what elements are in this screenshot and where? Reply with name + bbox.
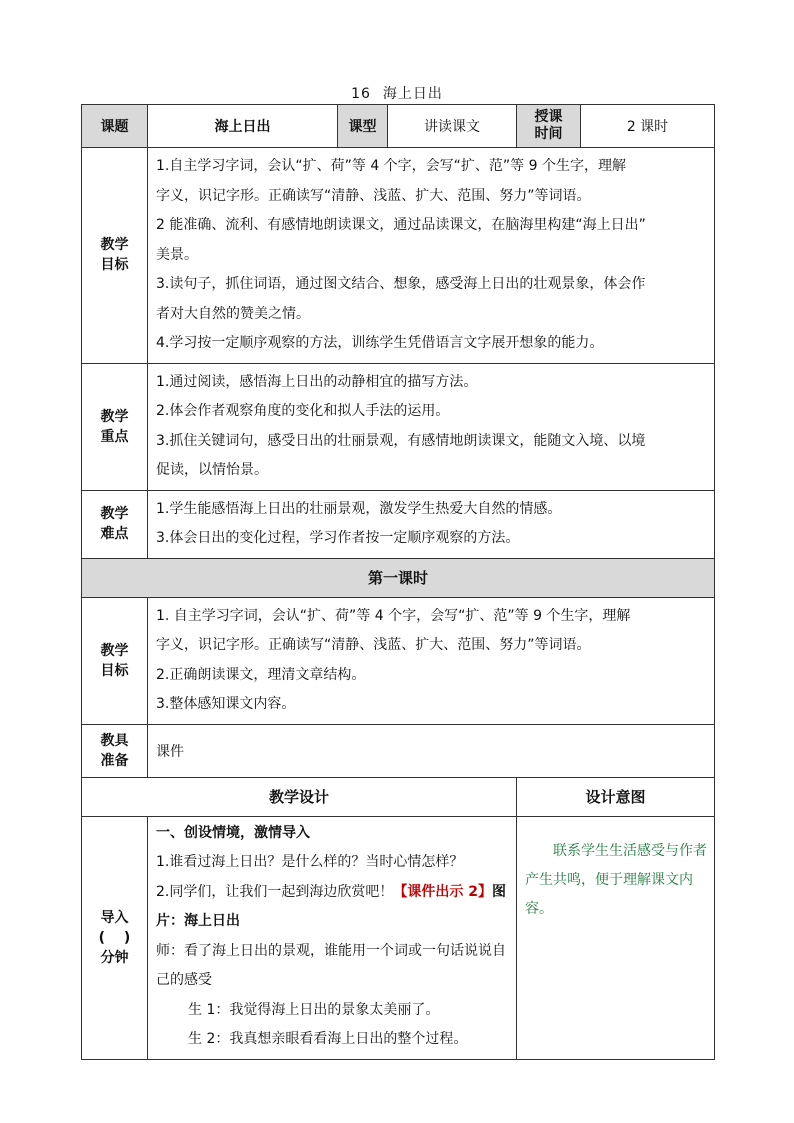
lesson-number: 16: [351, 86, 371, 102]
design-header-row: [82, 777, 715, 816]
section-title: 第一课时: [82, 558, 715, 597]
type-value: 讲读课文: [388, 105, 517, 148]
period-goals-row: [82, 597, 715, 724]
key-points-row: [82, 363, 715, 490]
goals-row: [82, 148, 715, 364]
topic-label: 课题: [82, 105, 148, 148]
lesson-title: 海上日出: [382, 86, 443, 102]
design-header-left: 教学设计: [82, 777, 517, 816]
time-value: 2 课时: [581, 105, 715, 148]
key-points-content: 1.通过阅读，感悟海上日出的动静相宜的描写方法。 2.体会作者观察角度的变化和拟人手法的运用。 3.抓住关键词句，感受日出的壮丽景观，有感情地朗读课文，能随文入境、以境 促读，以情怡景。: [148, 363, 715, 490]
intro-row: [82, 816, 715, 1059]
difficulties-row: [82, 490, 715, 558]
topic-value: 海上日出: [148, 105, 338, 148]
period-goals-content: 1. 自主学习字词，会认“扩、荷”等 4 个字，会写“扩、范”等 9 个生字，理解 字义，识记字形。正确读写“清静、浅蓝、扩大、范围、努力”等词语。 2.正确朗读课文，理清文章结构。 3.整体感知课文内容。: [148, 597, 715, 724]
difficulties-label: 教学 难点: [82, 490, 148, 558]
courseware-tag: 【课件出示 2】: [393, 883, 492, 900]
difficulties-content: 1.学生能感悟海上日出的壮丽景观，激发学生热爱大自然的情感。 3.体会日出的变化过程，学习作者按一定顺序观察的方法。: [148, 490, 715, 558]
period-goals-label: 教学 目标: [82, 597, 148, 724]
page-title: [0, 83, 794, 103]
intro-heading: 一、创设情境，激情导入: [156, 824, 310, 841]
goals-label: 教学 目标: [82, 148, 148, 364]
type-label: 课型: [338, 105, 388, 148]
intro-content: 一、创设情境，激情导入 1.谁看过海上日出？是什么样的？当时心情怎样？ 2.同学们，让我们一起到海边欣赏吧！【课件出示 2】图 片：海上日出 师：看了海上日出的景观，谁能用一个词或一句话说说自 己的感受 生 1：我觉得海上日出的景象太美丽了。 生 2：我真想亲眼看看海上日出的整个过程。: [148, 816, 517, 1059]
section-row: [82, 558, 715, 597]
header-row: [82, 105, 715, 148]
tools-label: 教具 准备: [82, 724, 148, 777]
key-points-label: 教学 重点: [82, 363, 148, 490]
intro-label: 导入 ( ) 分钟: [82, 816, 148, 1059]
tools-row: [82, 724, 715, 777]
time-label: 授课 时间: [517, 105, 581, 148]
tools-content: 课件: [148, 724, 715, 777]
lesson-plan-table: [81, 104, 715, 1060]
goals-content: 1.自主学习字词，会认“扩、荷”等 4 个字，会写“扩、范”等 9 个生字，理解 字义，识记字形。正确读写“清静、浅蓝、扩大、范围、努力”等词语。 2 能准确、流利、有感情地朗读课文，通过品读课文，在脑海里构建“海上日出” 美景。 3.读句子，抓住词语，通过图文结合、想象，感受海上日出的壮观景象，体会作 者对大自然的赞美之情。 4.学习按一定顺序观察的方法，训练学生凭借语言文字展开想象的能力。: [148, 148, 715, 364]
intro-intent: 联系学生生活感受与作者产生共鸣，便于理解课文内容。: [517, 816, 715, 1059]
design-header-right: 设计意图: [517, 777, 715, 816]
